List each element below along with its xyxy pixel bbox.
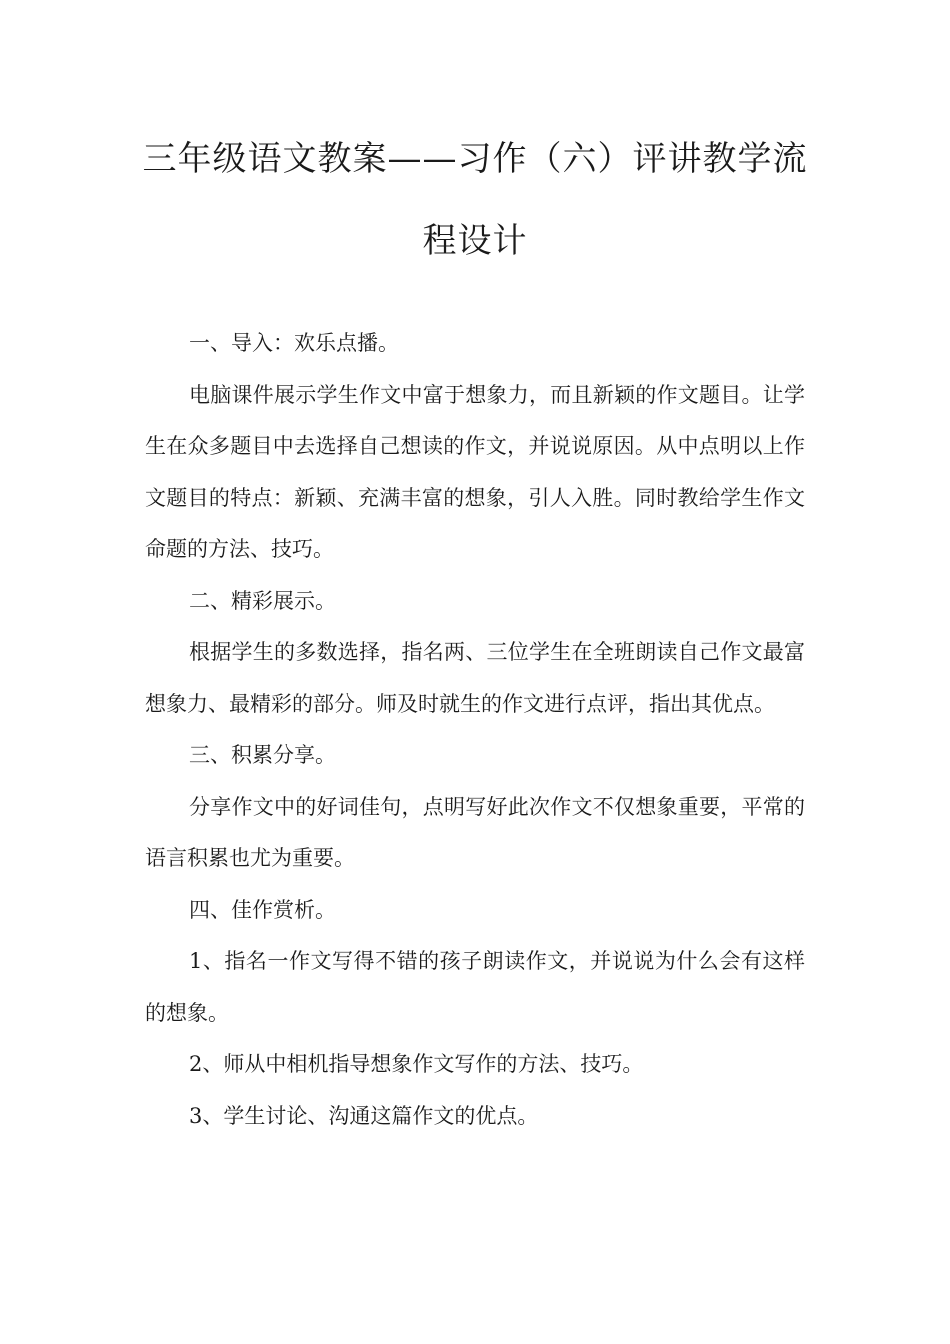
list-item-3: 3、学生讨论、沟通这篇作文的优点。 [189,1103,539,1128]
document-body [145,318,805,1142]
section-heading-appreciation: 四、佳作赏析。 [189,897,336,922]
title-line-2: 程设计 [422,221,528,261]
list-item-1: 1、指名一作文写得不错的孩子朗读作文，并说说为什么会有这样的想象。 [145,949,805,1025]
paragraph-showcase: 根据学生的多数选择，指名两、三位学生在全班朗读自己作文最富想象力、最精彩的部分。师及时就生的作文进行点评，指出其优点。 [145,640,805,716]
paragraph-sharing: 分享作文中的好词佳句，点明写好此次作文不仅想象重要，平常的语言积累也尤为重要。 [145,794,805,870]
paragraph-intro: 电脑课件展示学生作文中富于想象力，而且新颖的作文题目。让学生在众多题目中去选择自己想读的作文，并说说原因。从中点明以上作文题目的特点：新颖、充满丰富的想象，引人入胜。同时教给学生作文命题的方法、技巧。 [145,382,805,561]
section-heading-showcase: 二、精彩展示。 [189,588,336,613]
document-title [140,118,810,282]
section-heading-intro: 一、导入：欢乐点播。 [189,331,399,355]
title-line-1: 三年级语文教案——习作（六）评讲教学流 [142,139,808,179]
section-heading-sharing: 三、积累分享。 [189,743,336,767]
list-item-2: 2、师从中相机指导想象作文写作的方法、技巧。 [189,1052,644,1076]
